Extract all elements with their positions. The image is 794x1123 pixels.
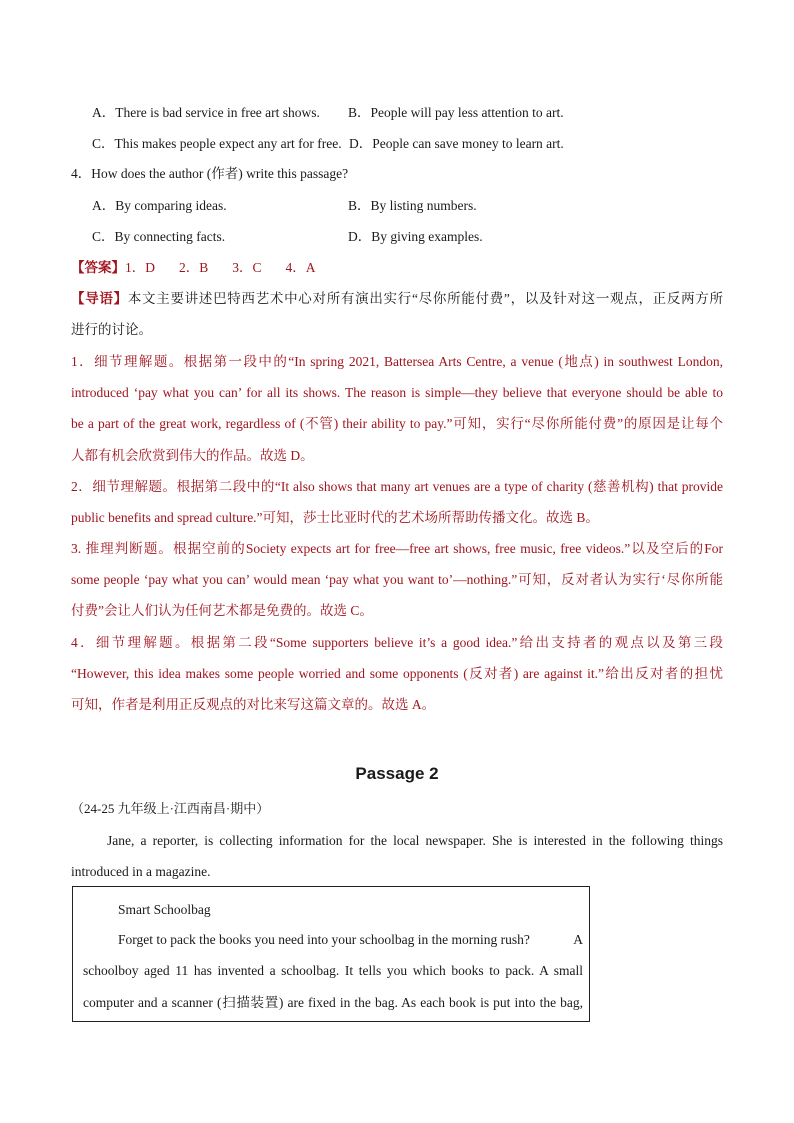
guide-tag: 【导语】 — [71, 291, 128, 307]
passage-2-intro-line-1: Jane, a reporter, is collecting information for the local newspaper. She is interested in the following things — [107, 833, 723, 848]
q3-option-a: A．There is bad service in free art shows. — [92, 105, 320, 120]
answer-item-2: 2．B — [179, 260, 209, 275]
answer-item-1: 1．D — [125, 260, 155, 275]
explanation-1-line-4: 人都有机会欣赏到伟大的作品。故选 D。 — [71, 448, 314, 463]
explanation-1-line-2: introduced ‘pay what you can’ for all its shows. The reason is simple—they believe that everyone should be able to — [71, 385, 723, 400]
explanation-1-line-1: 1．细节理解题。根据第一段中的“In spring 2021, Battersea Arts Centre, a venue (地点) in southwest London, — [71, 354, 723, 369]
answer-tag: 【答案】 — [71, 260, 125, 276]
explanation-4-line-3: 可知，作者是利用正反观点的对比来写这篇文章的。故选 A。 — [71, 697, 436, 712]
q4-option-b: B．By listing numbers. — [348, 198, 477, 213]
box-line-3: computer and a scanner (扫描装置) are fixed in the bag. As each book is put into the bag, — [83, 995, 583, 1010]
q4-option-a: A．By comparing ideas. — [92, 198, 227, 213]
explanation-3-line-3: 付费”会让人们认为任何艺术都是免费的。故选 C。 — [71, 603, 373, 618]
q3-option-b: B．People will pay less attention to art. — [348, 105, 564, 120]
explanation-4-line-1: 4．细节理解题。根据第二段“Some supporters believe it’s a good idea.”给出支持者的观点以及第三段 — [71, 635, 723, 650]
guide-line-1 — [71, 289, 723, 309]
guide-text-1: 本文主要讲述巴特西艺术中心对所有演出实行“尽你所能付费”，以及针对这一观点，正反两方所 — [127, 291, 723, 306]
box-line-2: schoolboy aged 11 has invented a schoolbag. It tells you which books to pack. A small — [83, 963, 583, 978]
answer-item-3: 3．C — [232, 260, 262, 275]
passage-2-source: （24-25 九年级上·江西南昌·期中） — [71, 801, 270, 816]
explanation-3-line-2: some people ‘pay what you can’ would mean ‘pay what you want to’—nothing.”可知，反对者认为实行‘尽你所能 — [71, 572, 723, 587]
explanation-3-line-1: 3. 推理判断题。根据空前的Society expects art for free—free art shows, free music, free videos.”以及空后的For — [71, 541, 723, 556]
q4-option-c: C．By connecting facts. — [92, 229, 226, 244]
explanation-2-line-2: public benefits and spread culture.”可知，莎士比亚时代的艺术场所帮助传播文化。故选 B。 — [71, 510, 599, 525]
explanation-2-line-1: 2．细节理解题。根据第二段中的“It also shows that many art venues are a type of charity (慈善机构) that provide — [71, 479, 723, 494]
box-heading: Smart Schoolbag — [118, 902, 211, 917]
q3-option-d: D．People can save money to learn art. — [349, 136, 564, 151]
smart-schoolbag-box — [72, 886, 590, 1022]
answer-item-4: 4．A — [285, 260, 316, 275]
q4-stem: 4．How does the author (作者) write this passage? — [71, 166, 349, 181]
box-line-1 — [118, 930, 583, 950]
q4-option-d: D．By giving examples. — [348, 229, 483, 244]
q3-option-c: C．This makes people expect any art for free. — [92, 136, 342, 151]
box-line-1-end: A — [573, 932, 583, 947]
explanation-4-line-2: “However, this idea makes some people worried and some opponents (反对者) are against it.”给出反对者的担忧 — [71, 666, 723, 681]
guide-line-2: 进行的讨论。 — [71, 322, 152, 337]
box-line-1-text: Forget to pack the books you need into your schoolbag in the morning rush? — [118, 932, 530, 947]
explanation-1-line-3: be a part of the great work, regardless of (不管) their ability to pay.”可知，实行“尽你所能付费”的原因是让每个 — [71, 416, 723, 431]
passage-2-intro-line-2: introduced in a magazine. — [71, 864, 211, 879]
answer-line — [71, 258, 316, 278]
passage-2-title: Passage 2 — [355, 764, 439, 783]
